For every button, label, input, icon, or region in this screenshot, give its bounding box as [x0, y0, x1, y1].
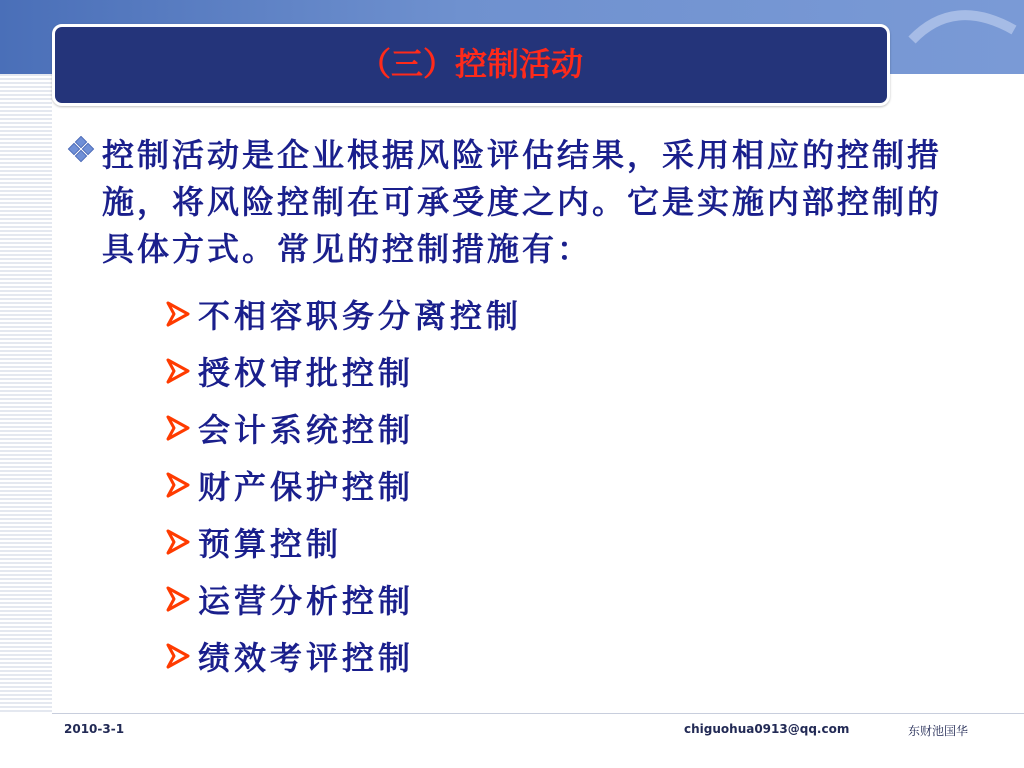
footer-divider — [52, 713, 1024, 714]
arrow-bullet-icon — [162, 413, 196, 447]
slide-footer — [0, 722, 1024, 742]
list-item-label: 授权审批控制 — [198, 353, 415, 392]
footer-date: 2010-3-1 — [64, 722, 125, 736]
list-item — [162, 344, 964, 401]
list-item — [162, 401, 964, 458]
lead-paragraph — [64, 132, 964, 273]
list-item — [162, 287, 964, 344]
footer-email: chiguohua0913@qq.com — [684, 722, 850, 736]
title-bar — [52, 24, 890, 106]
arrow-bullet-icon — [162, 356, 196, 390]
list-item — [162, 458, 964, 515]
arrow-bullet-icon — [162, 584, 196, 618]
arrow-bullet-icon — [162, 470, 196, 504]
left-stripe-decoration — [0, 74, 52, 714]
list-item — [162, 629, 964, 686]
slide-title: （三）控制活动 — [358, 45, 583, 83]
list-item-label: 财产保护控制 — [198, 467, 415, 506]
list-item — [162, 572, 964, 629]
slide-content — [64, 132, 964, 686]
list-item-label: 不相容职务分离控制 — [198, 296, 523, 335]
arrow-bullet-icon — [162, 641, 196, 675]
arrow-bullet-icon — [162, 299, 196, 333]
corner-arc-decoration — [894, 0, 1024, 74]
arrow-bullet-icon — [162, 527, 196, 561]
list-item-label: 会计系统控制 — [198, 410, 415, 449]
list-item-label: 运营分析控制 — [198, 581, 415, 620]
list-item-label: 绩效考评控制 — [198, 638, 415, 677]
list-item — [162, 515, 964, 572]
diamond-quad-bullet-icon — [64, 136, 102, 176]
control-measures-list — [64, 287, 964, 686]
list-item-label: 预算控制 — [198, 524, 343, 563]
footer-author: 东财池国华 — [908, 724, 969, 738]
lead-text: 控制活动是企业根据风险评估结果，采用相应的控制措施，将风险控制在可承受度之内。它是实施内部控制的具体方式。常见的控制措施有： — [102, 136, 943, 268]
